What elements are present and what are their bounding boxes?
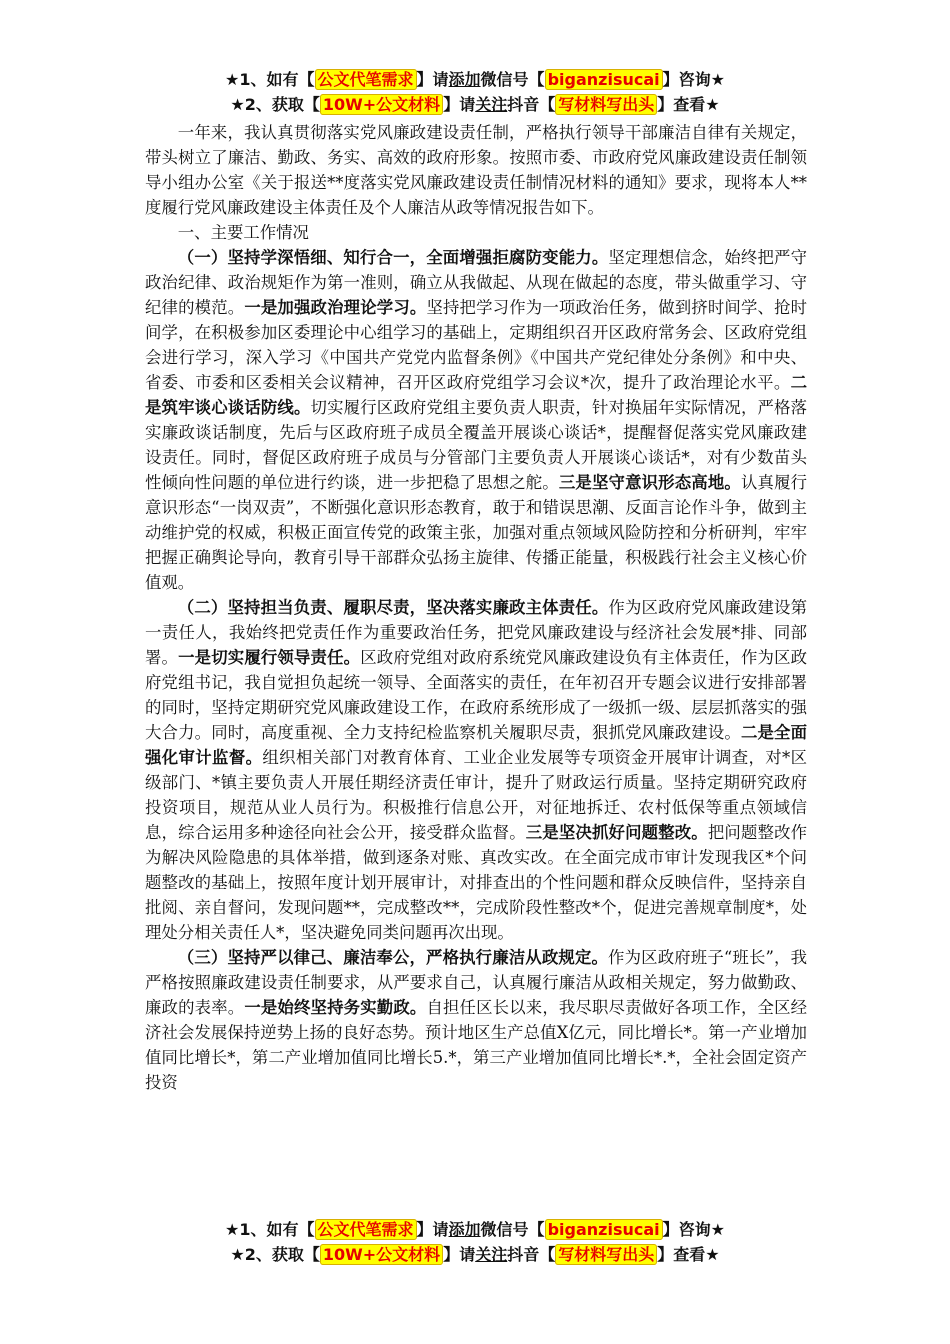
highlight-materials: 10W+公文材料	[320, 94, 443, 115]
paragraph-text: 切实履行区政府党组主要负责人职责，针对换届年实际情况，严格落实廉政谈话制度，先后与区政府班子成员全覆盖开展谈心谈话*，提醒督促落实党风廉政建设责任。同时，督促区政府班子成员与分管部门主要负责人开展谈心谈话*，对有少数苗头性倾向性问题的单位进行约谈，进一步把稳了思想之舵。	[145, 398, 808, 492]
highlight-douyin: 写材料写出头	[555, 1244, 657, 1265]
paragraph-text: 作为区政府班子“班长”，我严格按照廉政建设责任制要求，从严要求自己，认真履行廉洁从政相关规定，努力做勤政、廉政的表率。	[145, 948, 807, 1017]
banner-text: 】请	[443, 95, 476, 114]
banner-text-underlined: 添加	[448, 70, 481, 89]
paragraph-text: 认真履行意识形态“一岗双责”，不断强化意识形态教育，敢于和错误思潮、反面言论作斗争，做到主动维护党的权威，积极正面宣传党的政策主张，加强对重点领域风险防控和分析研判，牢牢把握正确舆论导向，教育引导干部群众弘扬主旋律、传播正能量，积极践行社会主义核心价值观。	[145, 473, 808, 592]
banner-text: ★2、获取【	[230, 95, 320, 114]
banner-text: 】查看★	[657, 95, 720, 114]
banner-text: ★2、获取【	[230, 1245, 320, 1264]
highlight-materials: 10W+公文材料	[320, 1244, 443, 1265]
highlight-service: 公文代笔需求	[315, 1219, 417, 1240]
highlight-wechat-id: biganzisucai	[545, 69, 663, 90]
banner-text: 】查看★	[657, 1245, 720, 1264]
banner-text: 微信号【	[480, 1220, 545, 1239]
promo-banner-top-2	[0, 93, 950, 117]
banner-text: ★1、如有【	[225, 1220, 315, 1239]
paragraph-text: 区政府党组对政府系统党风廉政建设负有主体责任，作为区政府党组书记，我自觉担负起统一领导、全面落实的责任，在年初召开专题会议进行安排部署的同时，坚持定期研究党风廉政建设工作，在政府系统形成了一级抓一级、层层抓落实的强大合力。同时，高度重视、全力支持纪检监察机关履职尽责，狠抓党风廉政建设。	[145, 648, 808, 742]
banner-text: 微信号【	[480, 70, 545, 89]
banner-text: 】请	[443, 1245, 476, 1264]
banner-text-underlined: 关注	[475, 95, 508, 114]
intro-paragraph: 一年来，我认真贯彻落实党风廉政建设责任制，严格执行领导干部廉洁自律有关规定，带头树立了廉洁、勤政、务实、高效的政府形象。按照市委、市政府党风廉政建设责任制领导小组办公室《关于报送**度落实党风廉政建设责任制情况材料的通知》要求，现将本人**度履行党风廉政建设主体责任及个人廉洁从政等情况报告如下。	[145, 123, 807, 217]
paragraph-text: 坚持把学习作为一项政治任务，做到挤时间学、抢时间学，在积极参加区委理论中心组学习的基础上，定期组织召开区政府常务会、区政府党组会进行学习，深入学习《中国共产党党内监督条例》《中国共产党纪律处分条例》和中央、省委、市委和区委相关会议精神，召开区政府党组学习会议*次，提升了政治理论水平。	[145, 298, 808, 392]
paragraph-2	[145, 595, 807, 945]
banner-text: ★1、如有【	[225, 70, 315, 89]
point-heading: 三是坚守意识形态高地。	[558, 473, 741, 492]
banner-text: 抖音【	[507, 1245, 556, 1264]
point-heading: 三是坚决抓好问题整改。	[525, 823, 708, 842]
paragraph-text: 自担任区长以来，我尽职尽责做好各项工作，全区经济社会发展保持逆势上扬的良好态势。预计地区生产总值X亿元，同比增长*。第一产业增加值同比增长*，第二产业增加值同比增长5.*，第三产业增加值同比增长*.*，全社会固定资产投资	[145, 998, 808, 1092]
point-heading: 一是始终坚持务实勤政。	[244, 998, 427, 1017]
paragraph-text: 作为区政府党风廉政建设第一责任人，我始终把党责任作为重要政治任务，把党风廉政建设与经济社会发展*排、同部署。	[145, 598, 807, 667]
banner-text: 】咨询★	[662, 70, 725, 89]
banner-text: 抖音【	[507, 95, 556, 114]
point-heading: 二是筑牢谈心谈话防线。	[145, 373, 807, 417]
document-body	[145, 120, 807, 1095]
section-heading: 一、主要工作情况	[177, 223, 309, 242]
highlight-wechat-id: biganzisucai	[545, 1219, 663, 1240]
highlight-service: 公文代笔需求	[315, 69, 417, 90]
banner-text: 】请	[416, 70, 449, 89]
paragraph-3	[145, 945, 807, 1095]
banner-text: 】请	[416, 1220, 449, 1239]
paragraph-1	[145, 245, 807, 595]
banner-text-underlined: 关注	[475, 1245, 508, 1264]
promo-banner-bottom-2	[0, 1243, 950, 1267]
paragraph-text: 把问题整改作为解决风险隐患的具体举措，做到逐条对账、真改实改。在全面完成市审计发现我区*个问题整改的基础上，按照年度计划开展审计，对排查出的个性问题和群众反映信件，坚持亲自批阅、亲自督问，发现问题**，完成整改**，完成阶段性整改*个，促进完善规章制度*，处理处分相关责任人*，坚决避免同类问题再次出现。	[145, 823, 808, 942]
point-heading: 一是切实履行领导责任。	[178, 648, 361, 667]
point-heading: 二是全面强化审计监督。	[145, 723, 808, 767]
point-heading: 一是加强政治理论学习。	[244, 298, 427, 317]
paragraph-text: 坚定理想信念，始终把严守政治纪律、政治规矩作为第一准则，确立从我做起、从现在做起的态度，带头做重学习、守纪律的模范。	[145, 248, 807, 317]
paragraph-heading: （三）坚持严以律己、廉洁奉公，严格执行廉洁从政规定。	[177, 948, 609, 967]
paragraph-heading: （一）坚持学深悟细、知行合一，全面增强拒腐防变能力。	[177, 248, 609, 267]
paragraph-text: 组织相关部门对教育体育、工业企业发展等专项资金开展审计调查，对*区级部门、*镇主要负责人开展任期经济责任审计，提升了财政运行质量。坚持定期研究政府投资项目，规范从业人员行为。积极推行信息公开，对征地拆迁、农村低保等重点领域信息，综合运用多种途径向社会公开，接受群众监督。	[145, 748, 808, 842]
paragraph-heading: （二）坚持担当负责、履职尽责，坚决落实廉政主体责任。	[177, 598, 609, 617]
promo-banner-top-1	[0, 68, 950, 92]
banner-text: 】咨询★	[662, 1220, 725, 1239]
highlight-douyin: 写材料写出头	[555, 94, 657, 115]
promo-banner-bottom-1	[0, 1218, 950, 1242]
banner-text-underlined: 添加	[448, 1220, 481, 1239]
